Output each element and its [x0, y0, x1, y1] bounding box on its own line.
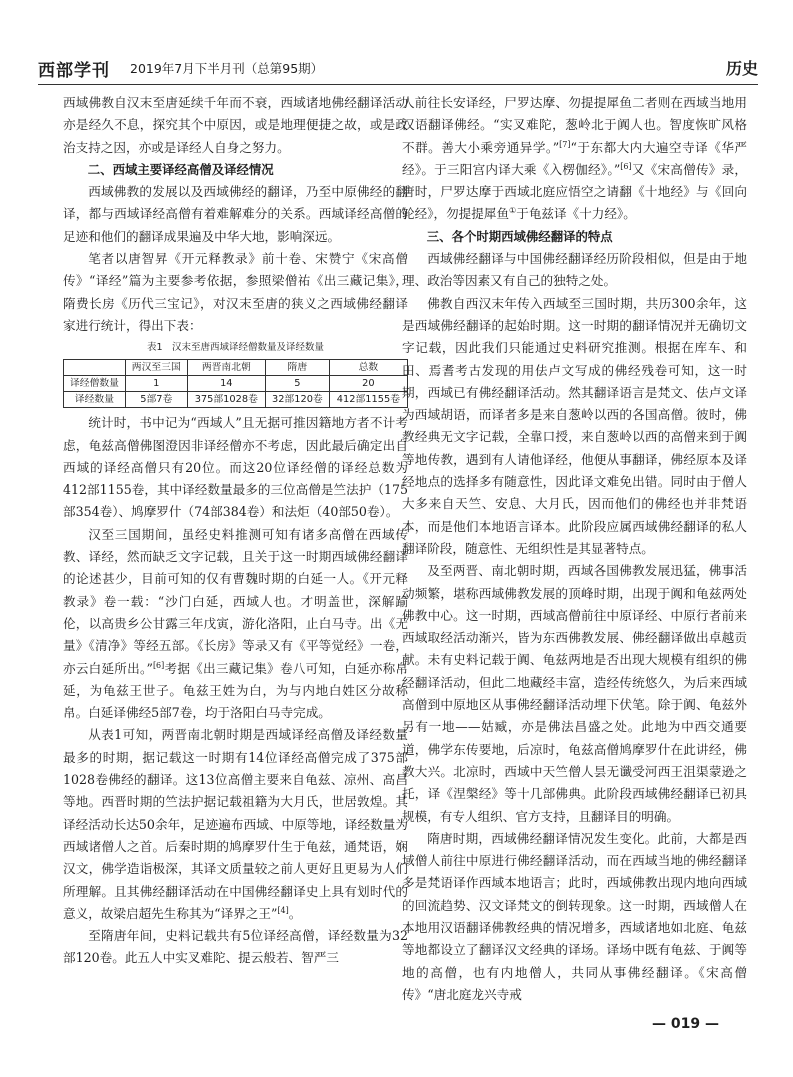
table-cell: 译经数量 [64, 392, 126, 408]
table-header-cell: 两晋南北朝 [187, 360, 265, 376]
paragraph [402, 560, 747, 828]
table-header-cell: 两汉至三国 [125, 360, 187, 376]
citation: [7] [559, 139, 571, 149]
paragraph-text: 考据《出三藏记集》卷八可知，白延亦称帛延，为龟兹王世子。龟兹王姓为白，为与内地白姓区分故称帛。白延译佛经5部7卷，均于洛阳白马寺完成。 [63, 660, 409, 721]
table-header-cell: 隋唐 [265, 360, 329, 376]
paragraph-text: 佛教自西汉末年传入西域至三国时期，共历300余年，这是西域佛经翻译的起始时期。这一时期的翻译情况并无确切文字记载，因此我们只能通过史料研究推测。根据在库车、和田、焉耆考古发现的用佉卢文写成的佛经残卷可知，这一时期，西域已有佛经翻译活动。然其翻译语言是梵文、佉卢文译为西域胡语，而译者多是来自葱岭以西的各国高僧。彼时，佛教经典无文字记载，全靠口授，来自葱岭以西的高僧来到于阗等地传教，遇到有人请他译经，他便从事翻译，佛经原本及译经地点的选择多有随意性，因此译文难免出错。同时由于僧人大多来自天竺、安息、大月氏，因而他们的佛经也并非梵语本，而是他们本地语言译本。此阶段应属西域佛经翻译的私人翻译阶段，随意性、无组织性是其显著特点。 [402, 295, 747, 556]
paragraph [63, 724, 408, 925]
paragraph [63, 524, 408, 725]
table-header-cell: 总数 [329, 360, 407, 376]
section-title: 历史 [725, 59, 758, 78]
paragraph [402, 248, 747, 293]
table-cell: 32部120卷 [265, 392, 329, 408]
paragraph-text: 统计时，书中记为“西域人”且无据可推因籍地方者不计考虑，龟兹高僧佛图澄因非译经僧亦不考虑，因此最后确定出自西域的译经高僧只有20位。而这20位译经僧的译经总数为412部1155卷，其中译经数量最多的三位高僧是竺法护（175部354卷）、鸠摩罗什（74部384卷）和法炬（40部50卷）。 [63, 415, 408, 520]
section-heading: 三、各个时期西域佛经翻译的特点 [426, 228, 613, 244]
paragraph-text: 西域佛教自汉末至唐延续千年而不衰，西域诸地佛经翻译活动亦是经久不息，探究其个中原因，或是地理便捷之故，或是政治支持之因，亦或是译经人自身之努力。 [63, 95, 408, 155]
paragraph-text: 至隋唐年间，史料记载共有5位译经高僧，译经数量为32部120卷。此五人中实叉难陀、提云般若、智严三 [63, 928, 408, 966]
paragraph-text: 笔者以唐智昇《开元释教录》前十卷、宋赞宁《宋高僧传》“译经”篇为主要参考依据，参照梁僧祐《出三藏记集》，隋费长房《历代三宝记》，对汉末至唐的狭义之西域佛经翻译家进行统计，得出下表： [63, 251, 408, 333]
table-header-cell [64, 360, 126, 376]
table-cell: 375部1028卷 [187, 392, 265, 408]
paragraph-text: 西域佛经翻译与中国佛经翻译经历阶段相似，但是由于地理、政治等因素又有自己的独特之处。 [402, 251, 747, 289]
table-cell: 5部7卷 [125, 392, 187, 408]
page-number: — 019 — [652, 1016, 719, 1032]
issue-info: 2019年7月下半月刊（总第95期） [130, 61, 324, 76]
paragraph-text: 西域佛教的发展以及西域佛经的翻译，乃至中原佛经的翻译，都与西域译经高僧有着难解难分的关系。西域译经高僧的足迹和他们的翻译成果遍及中华大地，影响深远。 [63, 184, 408, 244]
citation: [4] [277, 905, 289, 915]
paragraph [63, 92, 408, 159]
paragraph-text: 。 [288, 905, 302, 921]
table-cell: 20 [329, 376, 407, 392]
paragraph-text: 及至两晋、南北朝时期，西域各国佛教发展迅猛，佛事活动频繁，堪称西域佛教发展的顶峰时期，出现于阗和龟兹两处佛教中心。这一时期，西域高僧前往中原译经、中原行者前来西域取经活动渐兴，皆为东西佛教发展、佛经翻译做出卓越贡献。未有史料记载于阗、龟兹两地是否出现大规模有组织的佛经翻译活动，但此二地藏经丰富，造经传统悠久，为后来西域高僧到中原地区从事佛经翻译活动埋下伏笔。除于阗、龟兹外另有一地——姑臧，亦是佛法昌盛之处。此地为中西交通要道，佛学东传要地，后凉时，龟兹高僧鸠摩罗什在此讲经，佛教大兴。北凉时，西域中天竺僧人昙无谶受河西王沮渠蒙逊之托，译《涅槃经》等十几部佛典。此阶段西域佛经翻译已初具规模，有专人组织、官方支持，且翻译目的明确。 [402, 563, 747, 824]
header-rule [38, 84, 758, 85]
paragraph [63, 248, 408, 337]
table-cell: 译经僧数量 [64, 376, 126, 392]
paragraph-text: 于龟兹译《十力经》。 [516, 206, 636, 222]
table-cell: 412部1155卷 [329, 392, 407, 408]
left-column [63, 92, 408, 970]
paragraph [63, 925, 408, 970]
paragraph-text: 从表1可知，两晋南北朝时期是西域译经高僧及译经数量最多的时期，据记载这一时期有14位译经高僧完成了375部1028卷佛经的翻译。这13位高僧主要来自龟兹、凉州、高昌等地。西晋时期的竺法护据记载祖籍为大月氏，世居敦煌。其译经活动长达50余年，足迹遍布西域、中原等地，译经数量为西域诸僧人之首。后秦时期的鸠摩罗什生于龟兹，通梵语，娴汉文，佛学造诣极深，其译文质量较之前人更好且更易为人们所理解。且其佛经翻译活动在中国佛经翻译史上具有划时代的意义，故梁启超先生称其为“译界之王” [63, 727, 408, 921]
paragraph-text: 又《宋高僧传》录，唐时，尸罗达摩于西域北庭应悟空之请翻《十地经》与《回向轮经》，勿提提犀鱼 [402, 161, 747, 222]
table-caption: 表1 汉末至唐西域译经僧数量及译经数量 [146, 342, 325, 354]
citation: [6] [620, 161, 632, 171]
paragraph [402, 828, 747, 1006]
paragraph [402, 293, 747, 561]
paragraph [402, 92, 747, 226]
table-cell: 5 [265, 376, 329, 392]
paragraph [63, 412, 408, 523]
page-header [38, 56, 758, 80]
table-cell: 14 [187, 376, 265, 392]
right-column [402, 92, 747, 1006]
paragraph-text: 人前往长安译经，尸罗达摩、勿提提犀鱼二者则在西域当地用汉语翻译佛经。“实叉难陀，葱岭北于阗人也。智度恢旷风格不群。善大小乘旁通异学。” [402, 95, 747, 155]
paragraph-text: 隋唐时期，西域佛经翻译情况发生变化。此前，大都是西域僧人前往中原进行佛经翻译活动，而在西域当地的佛经翻译多是梵语译作西域本地语言；此时，西域佛教出现内地向西域的回流趋势、汉文译梵文的倒转现象。这一时期，西域僧人在本地用汉语翻译佛教经典的情况增多，西域诸地如北庭、龟兹等地都设立了翻译汉文经典的译场。译场中既有龟兹、于阗等地的高僧，也有内地僧人，共同从事佛经翻译。《宋高僧传》“唐北庭龙兴寺戒 [402, 830, 747, 1002]
table-header-row [64, 360, 408, 376]
section-heading: 二、西域主要译经高僧及译经情况 [87, 161, 274, 177]
table-row [64, 392, 408, 408]
table-cell: 1 [125, 376, 187, 392]
paragraph [63, 181, 408, 248]
paragraph-text: “于东都大内大遍空寺译《华严经》。于三阳宫内译大乘《入楞伽经》。” [402, 139, 747, 177]
paragraph-text: 汉至三国期间，虽经史料推测可知有诸多高僧在西域传教、译经，然而缺乏文字记载，且关于这一时期西域佛经翻译的论述甚少，目前可知的仅有曹魏时期的白延一人。《开元释教录》卷一载：“沙门白延，西域人也。才明盖世，深解踰伦，以高贵乡公甘露三年戊寅，游化洛阳，止白马寺。出《无量》《清净》等经五部。《长房》等录又有《平等觉经》一卷，亦云白延所出。” [63, 526, 408, 676]
footnote-marker: ① [509, 206, 517, 216]
table-row [64, 376, 408, 392]
stats-table [63, 359, 408, 408]
citation: [6] [152, 660, 165, 670]
journal-logo: 西部学刊 [38, 61, 110, 81]
